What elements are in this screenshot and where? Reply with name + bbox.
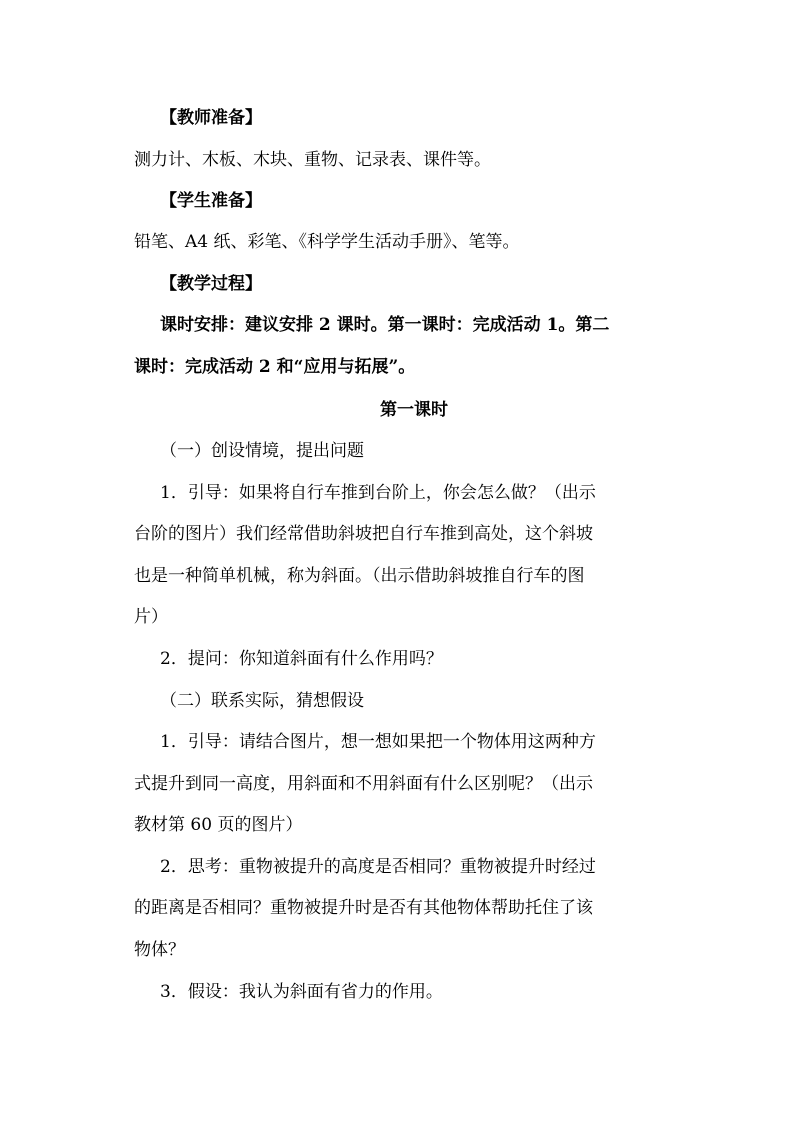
section-1-title: （一）创设情境，提出问题 — [160, 441, 364, 461]
s2-item2-line-2: 的距离是否相同？重物被提升时是否有其他物体帮助托住了该 — [134, 898, 593, 918]
lesson-title: 第一课时 — [380, 400, 448, 420]
s2-item3: 3．假设：我认为斜面有省力的作用。 — [160, 982, 443, 1002]
student-prep-text: 铅笔、A4 纸、彩笔、《科学学生活动手册》、笔等。 — [134, 232, 520, 252]
s2-item1-line-1: 1．引导：请结合图片，想一想如果把一个物体用这两种方 — [160, 732, 596, 752]
student-prep-heading: 【学生准备】 — [160, 191, 262, 211]
teacher-prep-heading: 【教师准备】 — [160, 108, 262, 128]
s1-item1-line-4: 片） — [134, 607, 168, 627]
s2-item2-line-1: 2．思考：重物被提升的高度是否相同？重物被提升时经过 — [160, 857, 596, 877]
schedule-line-2: 课时：完成活动 2 和“应用与拓展”。 — [134, 357, 416, 377]
s2-item2-line-3: 物体？ — [134, 940, 185, 960]
s2-item1-line-2: 式提升到同一高度，用斜面和不用斜面有什么区别呢？（出示 — [134, 774, 593, 794]
s2-item1-line-3: 教材第 60 页的图片） — [134, 815, 303, 835]
s1-item2: 2．提问：你知道斜面有什么作用吗？ — [160, 649, 443, 669]
section-2-title: （二）联系实际，猜想假设 — [160, 691, 364, 711]
schedule-line-1: 课时安排：建议安排 2 课时。第一课时：完成活动 1。第二 — [160, 315, 610, 335]
s1-item1-line-3: 也是一种简单机械，称为斜面。（出示借助斜坡推自行车的图 — [134, 566, 585, 586]
process-heading: 【教学过程】 — [160, 274, 262, 294]
s1-item1-line-1: 1．引导：如果将自行车推到台阶上，你会怎么做？（出示 — [160, 483, 596, 503]
teacher-prep-text: 测力计、木板、木块、重物、记录表、课件等。 — [134, 150, 491, 170]
s1-item1-line-2: 台阶的图片）我们经常借助斜坡把自行车推到高处，这个斜坡 — [134, 524, 593, 544]
